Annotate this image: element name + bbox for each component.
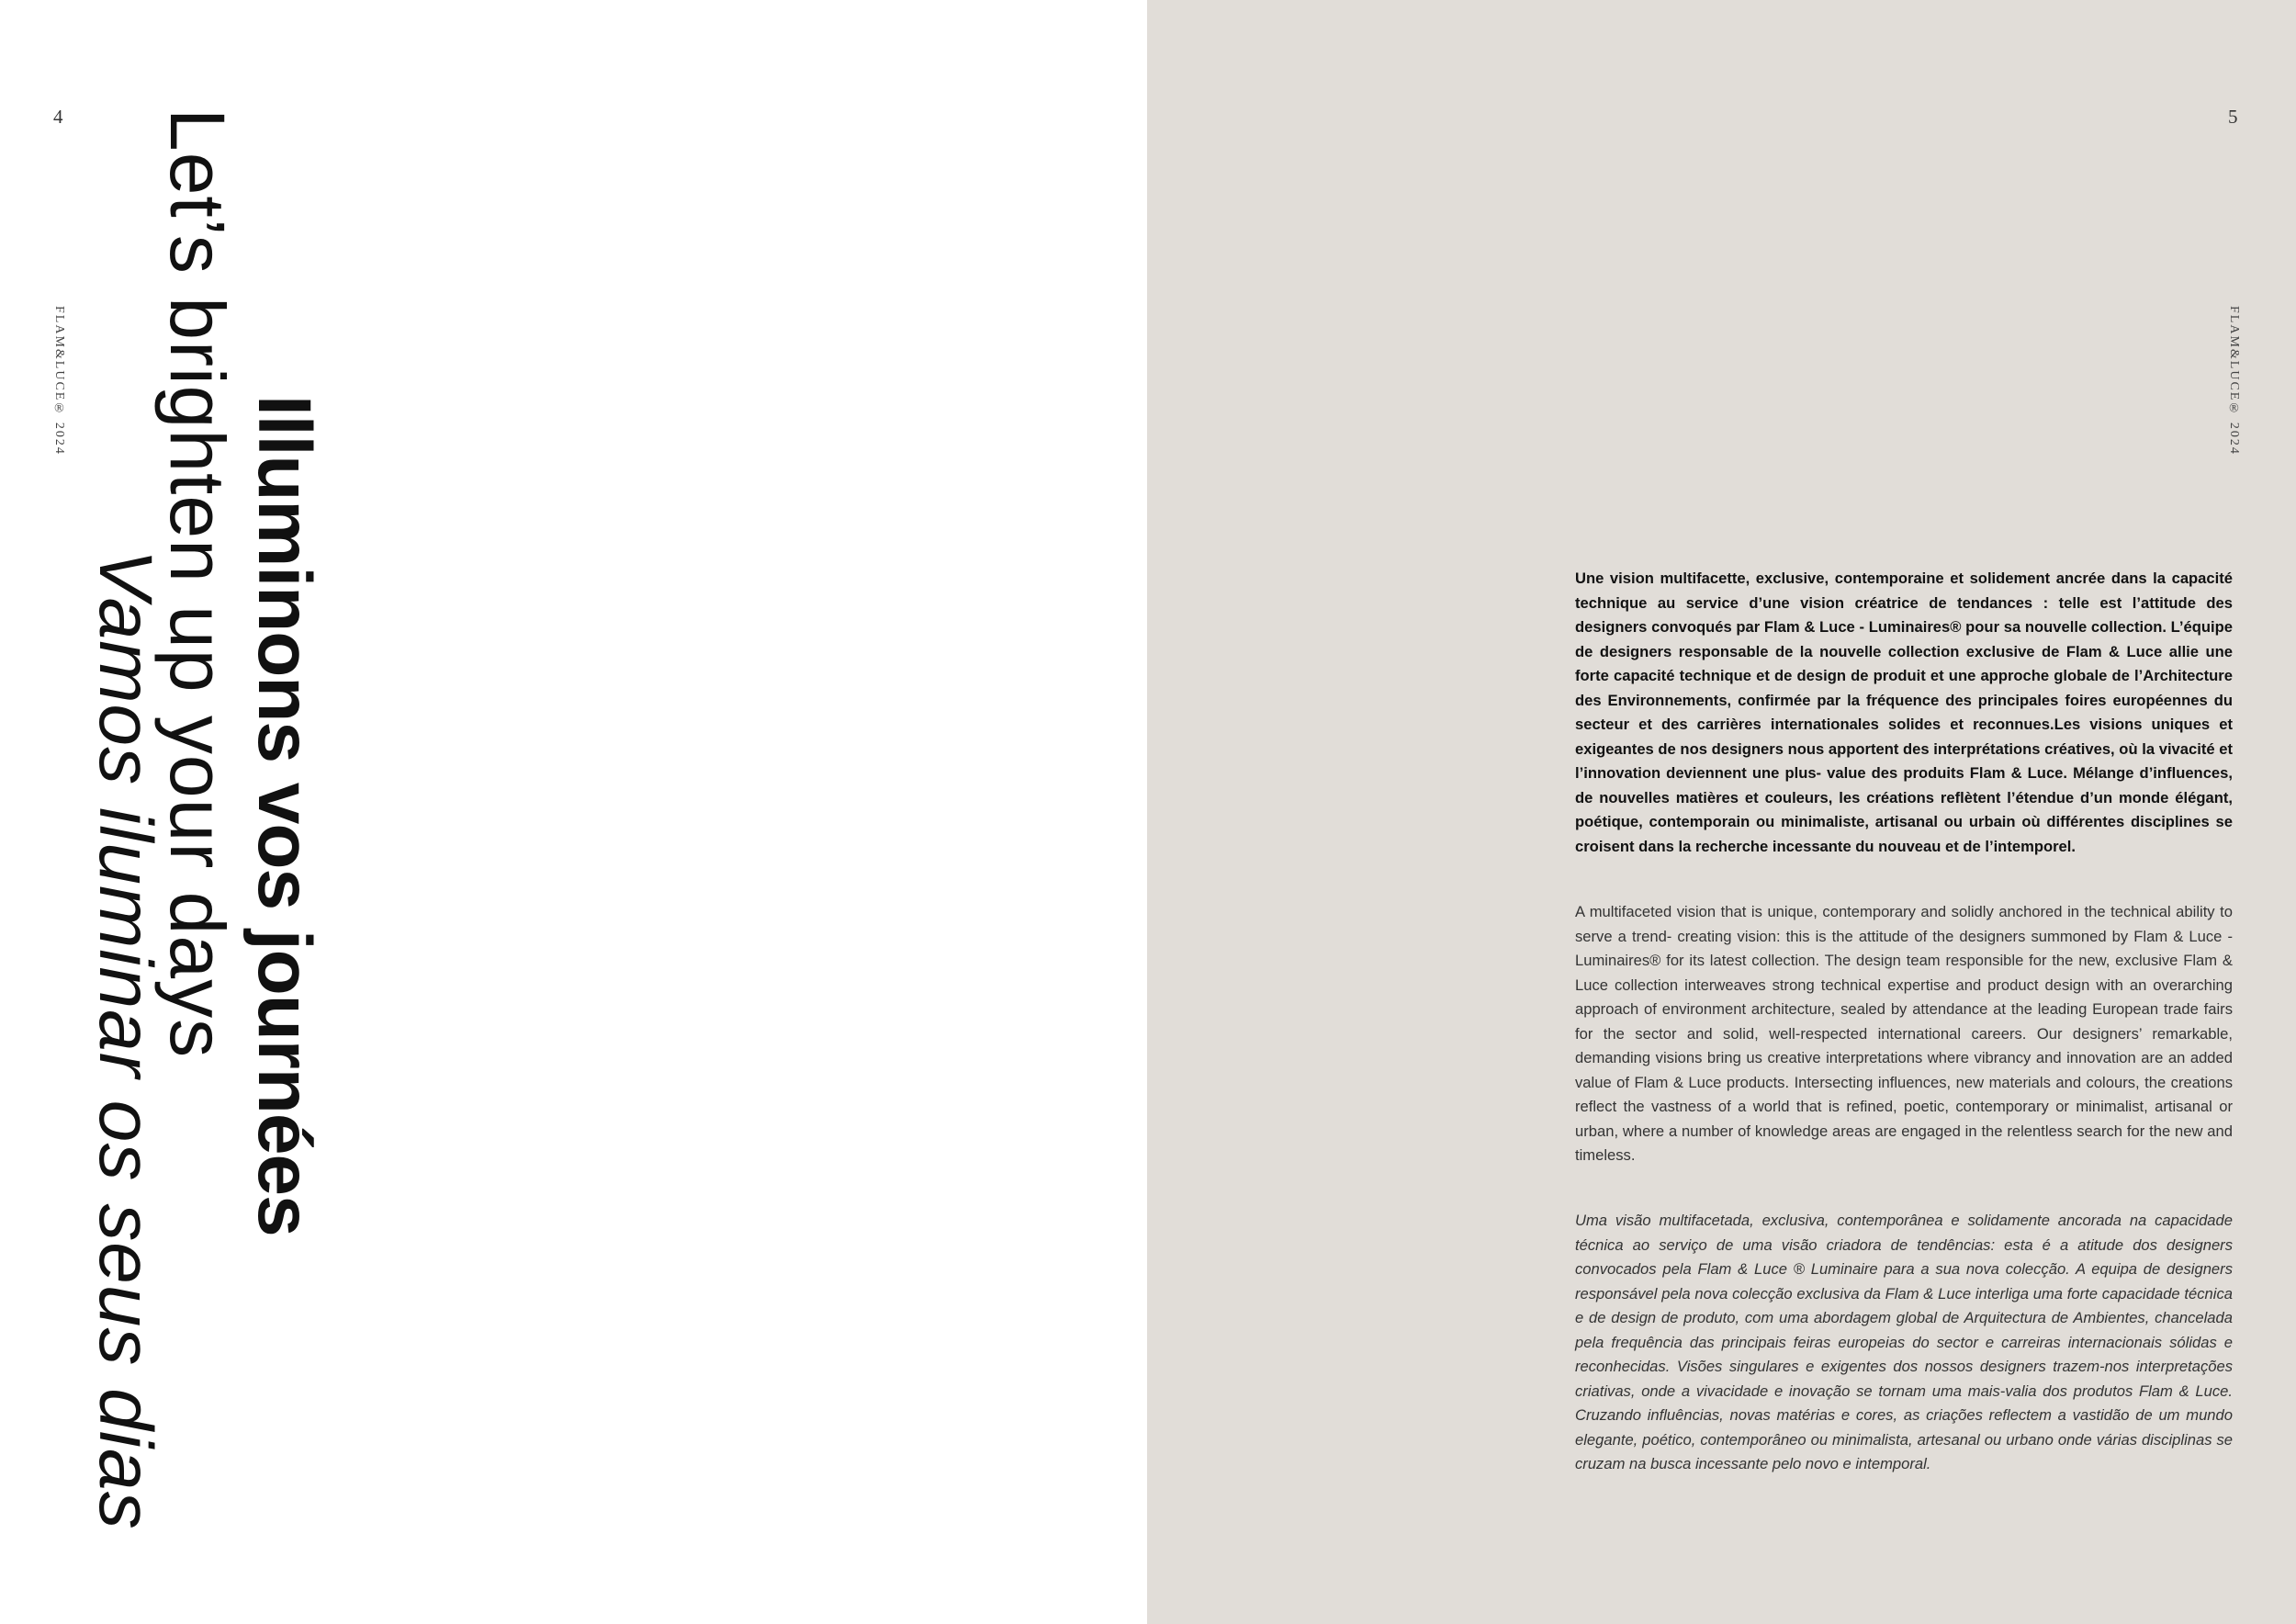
page-number-right: 5 (2228, 106, 2238, 128)
body-text-french: Une vision multifacette, exclusive, contemporaine et solidement ancrée dans la capacité technique au service d’une vision créatrice de tendances : telle est l’attitude des designers convoqués par Flam & Luce - Luminaires® pour sa nouvelle collection. L’équipe de designers responsable de la nouvelle collection exclusive de Flam & Luce allie une forte capacité technique et de design de produit et une approche globale de l’Architecture des Environnements, confirmée par la fréquence des principales foires européennes du secteur et des carrières internationales solides et reconnues.Les visions uniques et exigeantes de nos designers nous apportent des interprétations créatives, où la vivacité et l’innovation deviennent une plus- value des produits Flam & Luce. Mélange d’influences, de nouvelles matières et couleurs, les créations reflètent l’étendue d’un monde élégant, poétique, contemporain ou minimaliste, artisanal ou urbain où différentes disciplines se croisent dans la recherche incessante du nouveau et de l’intemporel. (1575, 570, 2233, 855)
page-number-left: 4 (53, 106, 63, 128)
brand-label-right: FLAM&LUCE® 2024 (2227, 306, 2241, 456)
body-text-english: A multifaceted vision that is unique, contemporary and solidly anchored in the technical ability to serve a trend- creating vision: this is the attitude of the designers summoned by Flam & Luce - Luminaires® for its latest collection. The design team responsible for the new, exclusive Flam & Luce collection interweaves strong technical expertise and product design with an overarching approach of environment architecture, sealed by attendance at the leading European trade fairs for the sector and solid, well-respected international careers. Our designers’ remarkable, demanding visions bring us creative interpretations where vibrancy and innovation are an added value of Flam & Luce products. Intersecting influences, new materials and colours, the creations reflect the vastness of a world that is refined, poetic, contemporary or minimalist, artisanal or urban, where a number of knowledge areas are engaged in the relentless search for the new and timeless. (1575, 903, 2233, 1164)
body-text-portuguese: Uma visão multifacetada, exclusiva, contemporânea e solidamente ancorada na capacidade técnica ao serviço de uma visão criadora de tendências: esta é a atitude dos designers convocados pela Flam & Luce ® Luminaire para a sua nova colecção. A equipa de designers responsável pela nova colecção exclusiva da Flam & Luce interliga uma forte capacidade técnica e de design de produto, com uma abordagem global de Arquitectura de Ambientes, chancelada pela frequência das principais feiras europeias do sector e carreiras internacionais sólidas e reconhecidas. Visões singulares e exigentes dos nossos designers trazem-nos interpretações criativas, onde a vivacidade e inovação se tornam uma mais-valia dos produtos Flam & Luce. Cruzando influências, novas matérias e cores, as criações reflectem a vastidão de um mundo elegante, poético, contemporâneo ou minimalista, artesanal ou urbano onde várias disciplinas se cruzam na busca incessante pelo novo e intemporal. (1575, 1212, 2233, 1472)
headline-french: Illuminons vos journées (242, 395, 326, 1236)
left-page (0, 0, 1147, 1624)
right-page (1147, 0, 2296, 1624)
headline-portuguese: Vamos iluminar os seus dias (84, 549, 167, 1530)
brand-label-left: FLAM&LUCE® 2024 (52, 306, 66, 456)
headline-english: Let’s brighten up your days (154, 108, 241, 1059)
